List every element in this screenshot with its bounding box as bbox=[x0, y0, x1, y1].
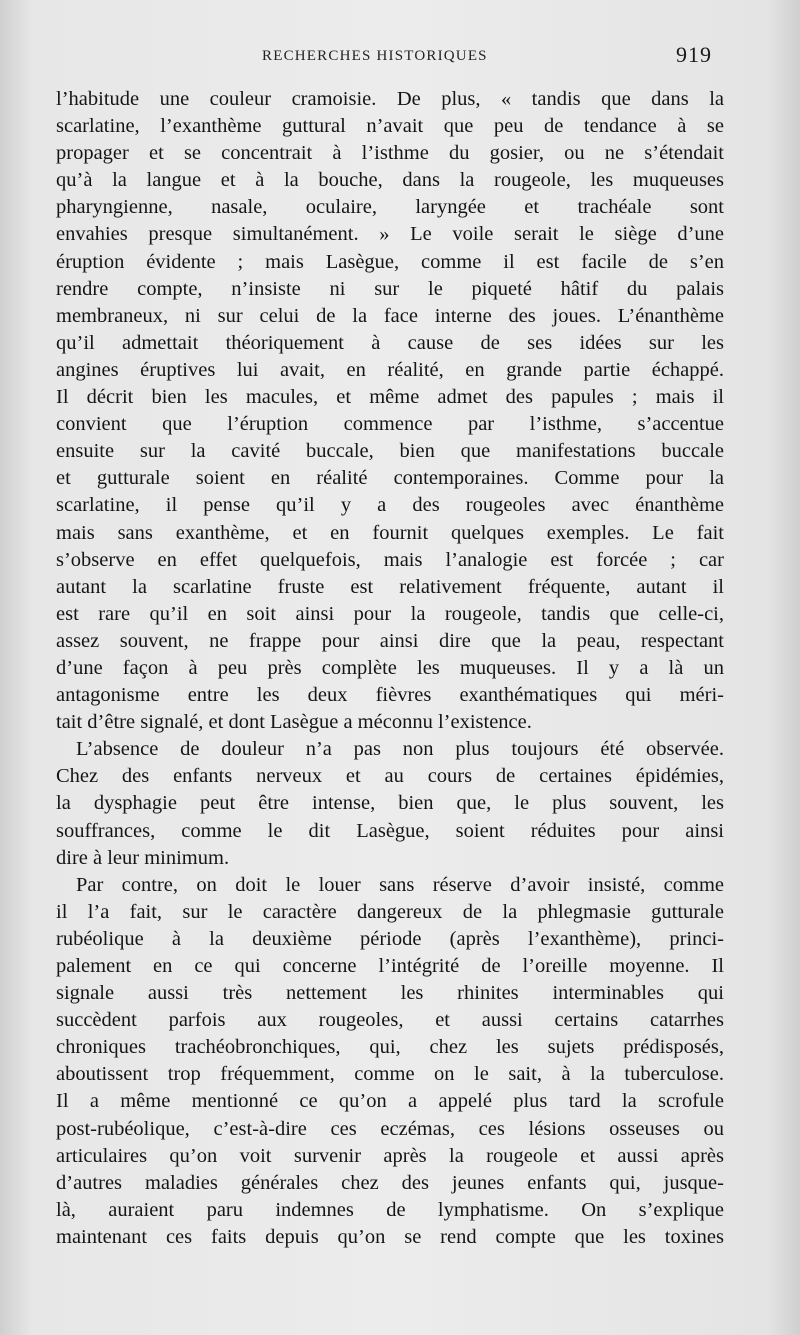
text-line: autant la scarlatine fruste est relativement fréquente, autant il bbox=[56, 575, 724, 598]
text-line: rubéolique à la deuxième période (après l’exanthème), princi- bbox=[56, 927, 724, 950]
text-line: angines éruptives lui avait, en réalité, en grande partie échappé. bbox=[56, 358, 724, 381]
text-line: pharyngienne, nasale, oculaire, laryngée et trachéale sont bbox=[56, 196, 724, 219]
text-line: Il décrit bien les macules, et même admet des papules ; mais il bbox=[56, 386, 724, 409]
page-header bbox=[0, 40, 800, 74]
text-line: convient que l’éruption commence par l’isthme, s’accentue bbox=[56, 413, 724, 436]
text-line: L’absence de douleur n’a pas non plus toujours été observée. bbox=[76, 738, 724, 761]
text-line: rendre compte, n’insiste ni sur le piqueté hâtif du palais bbox=[56, 277, 724, 300]
text-line: l’habitude une couleur cramoisie. De plus, « tandis que dans la bbox=[56, 88, 724, 110]
text-line: propager et se concentrait à l’isthme du gosier, ou ne s’étendait bbox=[56, 142, 724, 165]
paragraph bbox=[56, 736, 724, 871]
text-line: il l’a fait, sur le caractère dangereux de la phlegmasie gutturale bbox=[56, 900, 724, 923]
text-line: qu’il admettait théoriquement à cause de ses idées sur les bbox=[56, 331, 724, 354]
text-line: signale aussi très nettement les rhinites interminables qui bbox=[56, 982, 724, 1005]
text-line: qu’à la langue et à la bouche, dans la rougeole, les muqueuses bbox=[56, 169, 724, 192]
text-line: Par contre, on doit le louer sans réserve d’avoir insisté, comme bbox=[76, 873, 724, 896]
text-line: maintenant ces faits depuis qu’on se rend compte que les toxines bbox=[56, 1225, 724, 1248]
text-line: s’observe en effet quelquefois, mais l’analogie est forcée ; car bbox=[56, 548, 724, 571]
text-line: mais sans exanthème, et en fournit quelques exemples. Le fait bbox=[56, 521, 724, 544]
text-line: d’une façon à peu près complète les muqueuses. Il y a là un bbox=[56, 656, 724, 679]
text-line: Chez des enfants nerveux et au cours de certaines épidémies, bbox=[56, 765, 724, 788]
text-line: envahies presque simultanément. » Le voile serait le siège d’une bbox=[56, 223, 724, 246]
text-line: Il a même mentionné ce qu’on a appelé plus tard la scrofule bbox=[56, 1090, 724, 1113]
text-line: et gutturale soient en réalité contemporaines. Comme pour la bbox=[56, 467, 724, 490]
text-line: éruption évidente ; mais Lasègue, comme il est facile de s’en bbox=[56, 250, 724, 273]
text-line: la dysphagie peut être intense, bien que, le plus souvent, les bbox=[56, 792, 724, 815]
text-line: ensuite sur la cavité buccale, bien que manifestations buccale bbox=[56, 440, 724, 463]
text-line: articulaires qu’on voit survenir après la rougeole et aussi après bbox=[56, 1144, 724, 1167]
text-line: dire à leur minimum. bbox=[56, 846, 230, 869]
text-line: scarlatine, l’exanthème guttural n’avait que peu de tendance à se bbox=[56, 115, 724, 138]
text-line: est rare qu’il en soit ainsi pour la rougeole, tandis que celle-ci, bbox=[56, 602, 724, 625]
text-line: palement en ce qui concerne l’intégrité de l’oreille moyenne. Il bbox=[56, 955, 724, 977]
text-line: aboutissent trop fréquemment, comme on le sait, à la tuberculose. bbox=[56, 1063, 724, 1086]
page-number: 919 bbox=[676, 42, 712, 67]
text-line: d’autres maladies générales chez des jeunes enfants qui, jusque- bbox=[56, 1171, 724, 1194]
text-line: post-rubéolique, c’est-à-dire ces eczémas, ces lésions osseuses ou bbox=[56, 1117, 724, 1140]
text-line: assez souvent, ne frappe pour ainsi dire que la peau, respectant bbox=[56, 629, 724, 652]
body-text bbox=[56, 86, 724, 1251]
running-title: RECHERCHES HISTORIQUES bbox=[262, 48, 488, 64]
text-line: chroniques trachéobronchiques, qui, chez les sujets prédisposés, bbox=[56, 1036, 724, 1059]
text-line: souffrances, comme le dit Lasègue, soient réduites pour ainsi bbox=[56, 819, 724, 842]
text-line: succèdent parfois aux rougeoles, et aussi certains catarrhes bbox=[56, 1009, 724, 1032]
text-line: là, auraient paru indemnes de lymphatisme. On s’explique bbox=[56, 1198, 724, 1221]
text-line: membraneux, ni sur celui de la face interne des joues. L’énanthème bbox=[56, 304, 724, 327]
paragraph bbox=[56, 872, 724, 1251]
text-line: tait d’être signalé, et dont Lasègue a méconnu l’existence. bbox=[56, 711, 532, 734]
paragraph bbox=[56, 86, 724, 736]
text-line: antagonisme entre les deux fièvres exanthématiques qui méri- bbox=[56, 684, 724, 707]
text-line: scarlatine, il pense qu’il y a des rougeoles avec énanthème bbox=[56, 494, 724, 517]
